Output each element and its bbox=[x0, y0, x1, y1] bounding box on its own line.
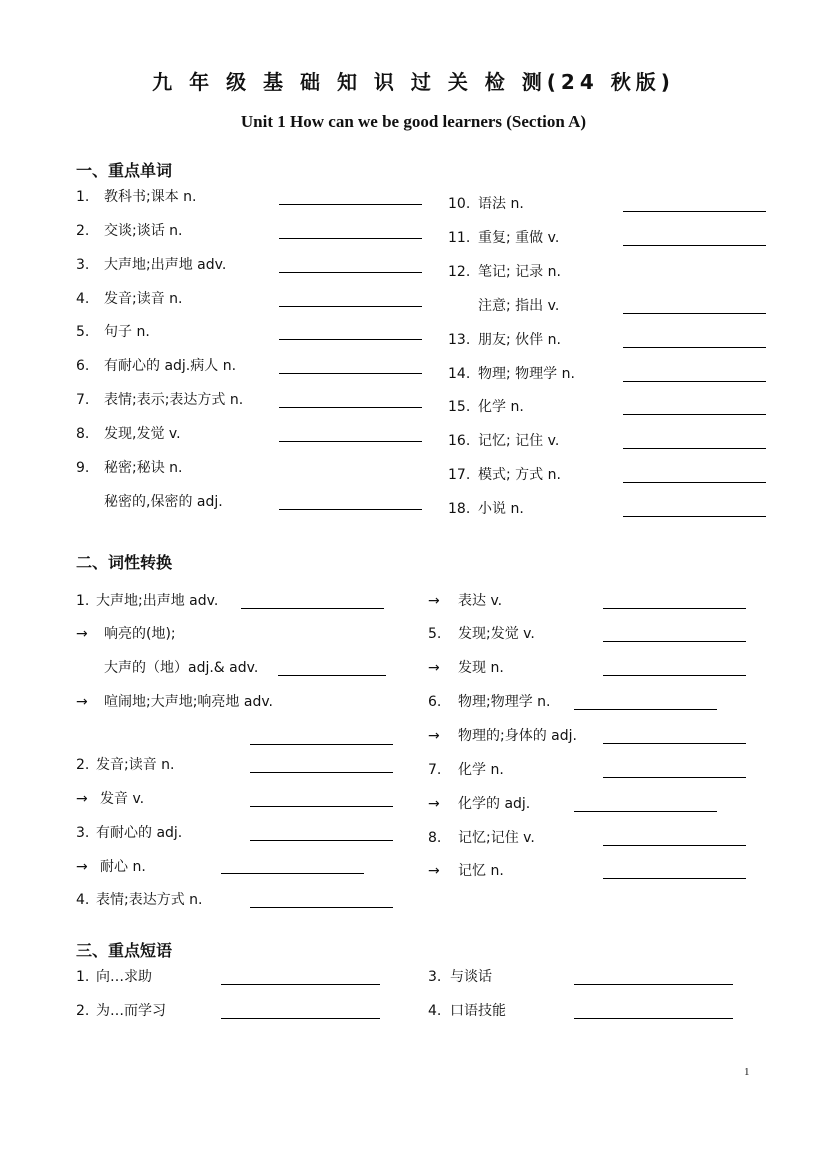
answer-blank[interactable] bbox=[221, 873, 364, 874]
answer-blank[interactable] bbox=[250, 907, 393, 908]
conv-prompt: 响亮的(地); bbox=[104, 626, 176, 642]
answer-blank[interactable] bbox=[279, 272, 422, 273]
answer-blank[interactable] bbox=[279, 204, 422, 205]
answer-blank[interactable] bbox=[574, 1018, 733, 1019]
conv-prompt: 化学 n. bbox=[458, 762, 504, 778]
conv-prompt: 物理的;身体的 adj. bbox=[458, 728, 577, 744]
answer-blank[interactable] bbox=[623, 482, 766, 483]
answer-blank[interactable] bbox=[623, 347, 766, 348]
vocab-num: 7. bbox=[76, 392, 90, 408]
vocab-num: 15. bbox=[448, 399, 471, 415]
vocab-num: 8. bbox=[76, 426, 90, 442]
conv-num: 3. bbox=[76, 825, 90, 841]
vocab-num: 16. bbox=[448, 433, 471, 449]
conv-prompt: 记忆;记住 v. bbox=[458, 830, 535, 846]
vocab-num: 1. bbox=[76, 189, 90, 205]
vocab-prompt: 语法 n. bbox=[478, 196, 524, 212]
arrow-icon: → bbox=[76, 791, 88, 807]
answer-blank[interactable] bbox=[574, 984, 733, 985]
conv-prompt: 发音;读音 n. bbox=[96, 757, 175, 773]
vocab-num: 3. bbox=[76, 257, 90, 273]
section-heading-word-forms: 二、词性转换 bbox=[76, 553, 173, 572]
arrow-icon: → bbox=[428, 660, 440, 676]
answer-blank[interactable] bbox=[574, 811, 717, 812]
conv-num: 4. bbox=[76, 892, 90, 908]
vocab-prompt: 记忆; 记住 v. bbox=[478, 433, 560, 449]
phrase-prompt: 口语技能 bbox=[450, 1003, 506, 1019]
vocab-num: 10. bbox=[448, 196, 471, 212]
phrase-num: 3. bbox=[428, 969, 442, 985]
conv-prompt: 化学的 adj. bbox=[458, 796, 531, 812]
vocab-num: 13. bbox=[448, 332, 471, 348]
arrow-icon: → bbox=[428, 593, 440, 609]
answer-blank[interactable] bbox=[603, 777, 746, 778]
conv-prompt: 记忆 n. bbox=[458, 863, 504, 879]
vocab-num: 6. bbox=[76, 358, 90, 374]
vocab-num: 14. bbox=[448, 366, 471, 382]
section-heading-key-phrases: 三、重点短语 bbox=[76, 941, 173, 960]
vocab-prompt: 秘密的,保密的 adj. bbox=[104, 494, 223, 510]
conv-prompt: 发现 n. bbox=[458, 660, 504, 676]
vocab-num: 17. bbox=[448, 467, 471, 483]
phrase-num: 2. bbox=[76, 1003, 90, 1019]
answer-blank[interactable] bbox=[221, 1018, 380, 1019]
answer-blank[interactable] bbox=[250, 744, 393, 745]
vocab-num: 9. bbox=[76, 460, 90, 476]
phrase-prompt: 为…而学习 bbox=[96, 1003, 166, 1019]
vocab-prompt: 发音;读音 n. bbox=[104, 291, 183, 307]
answer-blank[interactable] bbox=[241, 608, 384, 609]
vocab-prompt: 大声地;出声地 adv. bbox=[104, 257, 227, 273]
answer-blank[interactable] bbox=[623, 516, 766, 517]
answer-blank[interactable] bbox=[250, 840, 393, 841]
answer-blank[interactable] bbox=[623, 414, 766, 415]
answer-blank[interactable] bbox=[623, 211, 766, 212]
conv-num: 2. bbox=[76, 757, 90, 773]
vocab-num: 4. bbox=[76, 291, 90, 307]
vocab-prompt: 小说 n. bbox=[478, 501, 524, 517]
answer-blank[interactable] bbox=[603, 743, 746, 744]
conv-prompt: 发音 v. bbox=[100, 791, 145, 807]
conv-prompt: 耐心 n. bbox=[100, 859, 146, 875]
vocab-prompt: 注意; 指出 v. bbox=[478, 298, 560, 314]
page-number: 1 bbox=[744, 1066, 750, 1078]
answer-blank[interactable] bbox=[279, 306, 422, 307]
conv-prompt: 表达 v. bbox=[458, 593, 503, 609]
vocab-num: 5. bbox=[76, 324, 90, 340]
answer-blank[interactable] bbox=[250, 772, 393, 773]
vocab-num: 12. bbox=[448, 264, 471, 280]
arrow-icon: → bbox=[76, 859, 88, 875]
arrow-icon: → bbox=[428, 728, 440, 744]
vocab-prompt: 有耐心的 adj.病人 n. bbox=[104, 358, 237, 374]
conv-prompt: 发现;发觉 v. bbox=[458, 626, 535, 642]
vocab-prompt: 物理; 物理学 n. bbox=[478, 366, 575, 382]
arrow-icon: → bbox=[76, 626, 88, 642]
answer-blank[interactable] bbox=[603, 878, 746, 879]
vocab-prompt: 笔记; 记录 n. bbox=[478, 264, 561, 280]
vocab-prompt: 表情;表示;表达方式 n. bbox=[104, 392, 244, 408]
arrow-icon: → bbox=[76, 694, 88, 710]
answer-blank[interactable] bbox=[279, 373, 422, 374]
vocab-prompt: 模式; 方式 n. bbox=[478, 467, 561, 483]
vocab-num: 18. bbox=[448, 501, 471, 517]
conv-prompt: 表情;表达方式 n. bbox=[96, 892, 203, 908]
conv-num: 5. bbox=[428, 626, 442, 642]
answer-blank[interactable] bbox=[603, 675, 746, 676]
answer-blank[interactable] bbox=[623, 381, 766, 382]
conv-prompt: 大声的（地）adj.& adv. bbox=[104, 660, 259, 676]
answer-blank[interactable] bbox=[221, 984, 380, 985]
phrase-prompt: 与谈话 bbox=[450, 969, 492, 985]
arrow-icon: → bbox=[428, 863, 440, 879]
vocab-prompt: 重复; 重做 v. bbox=[478, 230, 560, 246]
vocab-prompt: 化学 n. bbox=[478, 399, 524, 415]
vocab-prompt: 秘密;秘诀 n. bbox=[104, 460, 183, 476]
conv-num: 8. bbox=[428, 830, 442, 846]
conv-prompt: 喧闹地;大声地;响亮地 adv. bbox=[104, 694, 273, 710]
answer-blank[interactable] bbox=[279, 238, 422, 239]
answer-blank[interactable] bbox=[250, 806, 393, 807]
answer-blank[interactable] bbox=[279, 509, 422, 510]
vocab-prompt: 朋友; 伙伴 n. bbox=[478, 332, 561, 348]
vocab-prompt: 句子 n. bbox=[104, 324, 150, 340]
phrase-num: 1. bbox=[76, 969, 90, 985]
answer-blank[interactable] bbox=[279, 407, 422, 408]
conv-prompt: 物理;物理学 n. bbox=[458, 694, 551, 710]
answer-blank[interactable] bbox=[603, 845, 746, 846]
vocab-prompt: 发现,发觉 v. bbox=[104, 426, 181, 442]
conv-num: 1. bbox=[76, 593, 90, 609]
vocab-num: 2. bbox=[76, 223, 90, 239]
arrow-icon: → bbox=[428, 796, 440, 812]
answer-blank[interactable] bbox=[278, 675, 386, 676]
conv-num: 6. bbox=[428, 694, 442, 710]
answer-blank[interactable] bbox=[623, 313, 766, 314]
answer-blank[interactable] bbox=[603, 641, 746, 642]
section-heading-key-words: 一、重点单词 bbox=[76, 161, 173, 180]
answer-blank[interactable] bbox=[623, 448, 766, 449]
answer-blank[interactable] bbox=[623, 245, 766, 246]
answer-blank[interactable] bbox=[279, 339, 422, 340]
phrase-num: 4. bbox=[428, 1003, 442, 1019]
page-title: 九 年 级 基 础 知 识 过 关 检 测(24 秋版) bbox=[152, 70, 675, 94]
vocab-num: 11. bbox=[448, 230, 471, 246]
vocab-prompt: 教科书;课本 n. bbox=[104, 189, 197, 205]
page-subtitle: Unit 1 How can we be good learners (Section A) bbox=[240, 112, 587, 131]
conv-prompt: 有耐心的 adj. bbox=[96, 825, 183, 841]
conv-num: 7. bbox=[428, 762, 442, 778]
vocab-prompt: 交谈;谈话 n. bbox=[104, 223, 183, 239]
conv-prompt: 大声地;出声地 adv. bbox=[96, 593, 219, 609]
answer-blank[interactable] bbox=[603, 608, 746, 609]
answer-blank[interactable] bbox=[574, 709, 717, 710]
phrase-prompt: 向…求助 bbox=[96, 969, 152, 985]
answer-blank[interactable] bbox=[279, 441, 422, 442]
